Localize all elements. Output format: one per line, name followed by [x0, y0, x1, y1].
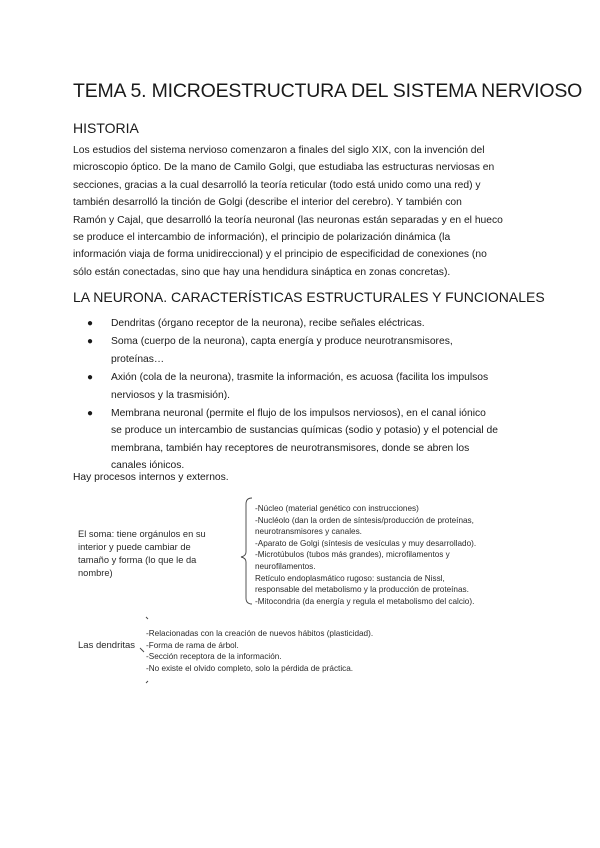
soma-item: -Núcleo (material genético con instrucciones): [255, 504, 419, 513]
bullet-line: membrana, también hay receptores de neurotransmisores, donde se abren los: [111, 442, 470, 454]
paragraph-line: secciones, gracias a la cual desarrolló la teoría reticular (todo está unido como una red) y: [73, 179, 481, 191]
historia-heading: HISTORIA: [73, 120, 139, 136]
soma-brace: [241, 498, 252, 604]
paragraph-line: también desarrolló la tinción de Golgi (describe el interior del cerebro). Y también con: [73, 197, 462, 209]
list-item: [73, 405, 533, 475]
list-item: [73, 333, 533, 368]
dendritas-item: -Sección receptora de la información.: [146, 652, 282, 662]
dendritas-items: [146, 628, 373, 674]
list-item: [73, 369, 533, 404]
soma-item: neurotransmisores y canales.: [255, 527, 362, 537]
label-line: El soma: tiene orgánulos en su: [78, 529, 206, 539]
soma-item: Retículo endoplasmático rugoso: sustancia de Nissl,: [255, 573, 445, 583]
bullet-line: se produce un intercambio de sustancias químicas (sodio y potasio) y el potencial de: [111, 425, 498, 437]
paragraph-line: información viaja de forma unidireccional) y el principio de especificidad de conexiones (no: [73, 249, 487, 261]
bullet-line: nerviosos y la trasmisión).: [111, 389, 231, 401]
bullet-line: Membrana neuronal (permite el flujo de los impulsos nerviosos), en el canal iónico: [111, 408, 486, 420]
paragraph-line: Ramón y Cajal, que desarrolló la teoría neuronal (las neuronas están separadas y en el hueco: [73, 214, 503, 226]
soma-item: responsable del metabolismo y la producción de proteínas.: [255, 585, 469, 595]
paragraph-line: microscopio óptico. De la mano de Camilo Golgi, que estudiaba las estructuras nerviosas en: [73, 162, 495, 174]
dendritas-label: Las dendritas: [78, 640, 136, 651]
bullet-line: proteínas…: [111, 353, 165, 365]
soma-item: neurofilamentos.: [255, 561, 316, 571]
dendritas-item: -Forma de rama de árbol.: [146, 640, 239, 650]
procesos-intro: Hay procesos internos y externos.: [73, 472, 229, 483]
dendritas-item: -No existe el olvido completo, solo la pérdida de práctica.: [146, 663, 354, 673]
soma-item: -Microtúbulos (tubos más grandes), microfilamentos y: [255, 550, 450, 560]
bullet-icon: ●: [87, 372, 94, 384]
label-line: interior y puede cambiar de: [78, 542, 191, 552]
soma-item: -Aparato de Golgi (síntesis de vesículas y muy desarrollado).: [255, 538, 477, 548]
page-title: TEMA 5. MICROESTRUCTURA DEL SISTEMA NERVIOSO: [73, 80, 583, 102]
dendritas-item: -Relacionadas con la creación de nuevos hábitos (plasticidad).: [146, 629, 374, 638]
label-line: nombre): [78, 568, 113, 578]
neurona-bullet-list: [73, 315, 533, 476]
bullet-line: Soma (cuerpo de la neurona), capta energía y produce neurotransmisores,: [111, 336, 453, 348]
paragraph-line: se produce el intercambio de información), el principio de polarización dinámica (la: [73, 232, 451, 244]
soma-label: [78, 528, 228, 580]
list-item: [73, 315, 533, 332]
bullet-line: canales iónicos.: [111, 460, 185, 472]
historia-paragraph: [73, 142, 533, 281]
bullet-icon: ●: [87, 408, 94, 420]
soma-item: -Mitocondria (da energía y regula el metabolismo del calcio).: [255, 596, 475, 606]
soma-items: [255, 503, 476, 607]
bullet-icon: ●: [87, 336, 94, 348]
paragraph-line: sólo están conectadas, sino que hay una hendidura sináptica en zonas concretas).: [73, 266, 451, 278]
bullet-line: Axión (cola de la neurona), trasmite la información, es acuosa (facilita los impulsos: [111, 372, 489, 384]
soma-item: -Nucléolo (dan la orden de síntesis/producción de proteínas,: [255, 515, 474, 525]
paragraph-line: Los estudios del sistema nervioso comenzaron a finales del siglo XIX, con la invención del: [73, 145, 485, 156]
neurona-heading: LA NEURONA. CARACTERÍSTICAS ESTRUCTURALES Y FUNCIONALES: [73, 289, 545, 305]
bullet-icon: ●: [87, 318, 94, 329]
label-line: tamaño y forma (lo que le da: [78, 555, 197, 565]
bullet-line: Dendritas (órgano receptor de la neurona), recibe señales eléctricas.: [111, 318, 425, 329]
